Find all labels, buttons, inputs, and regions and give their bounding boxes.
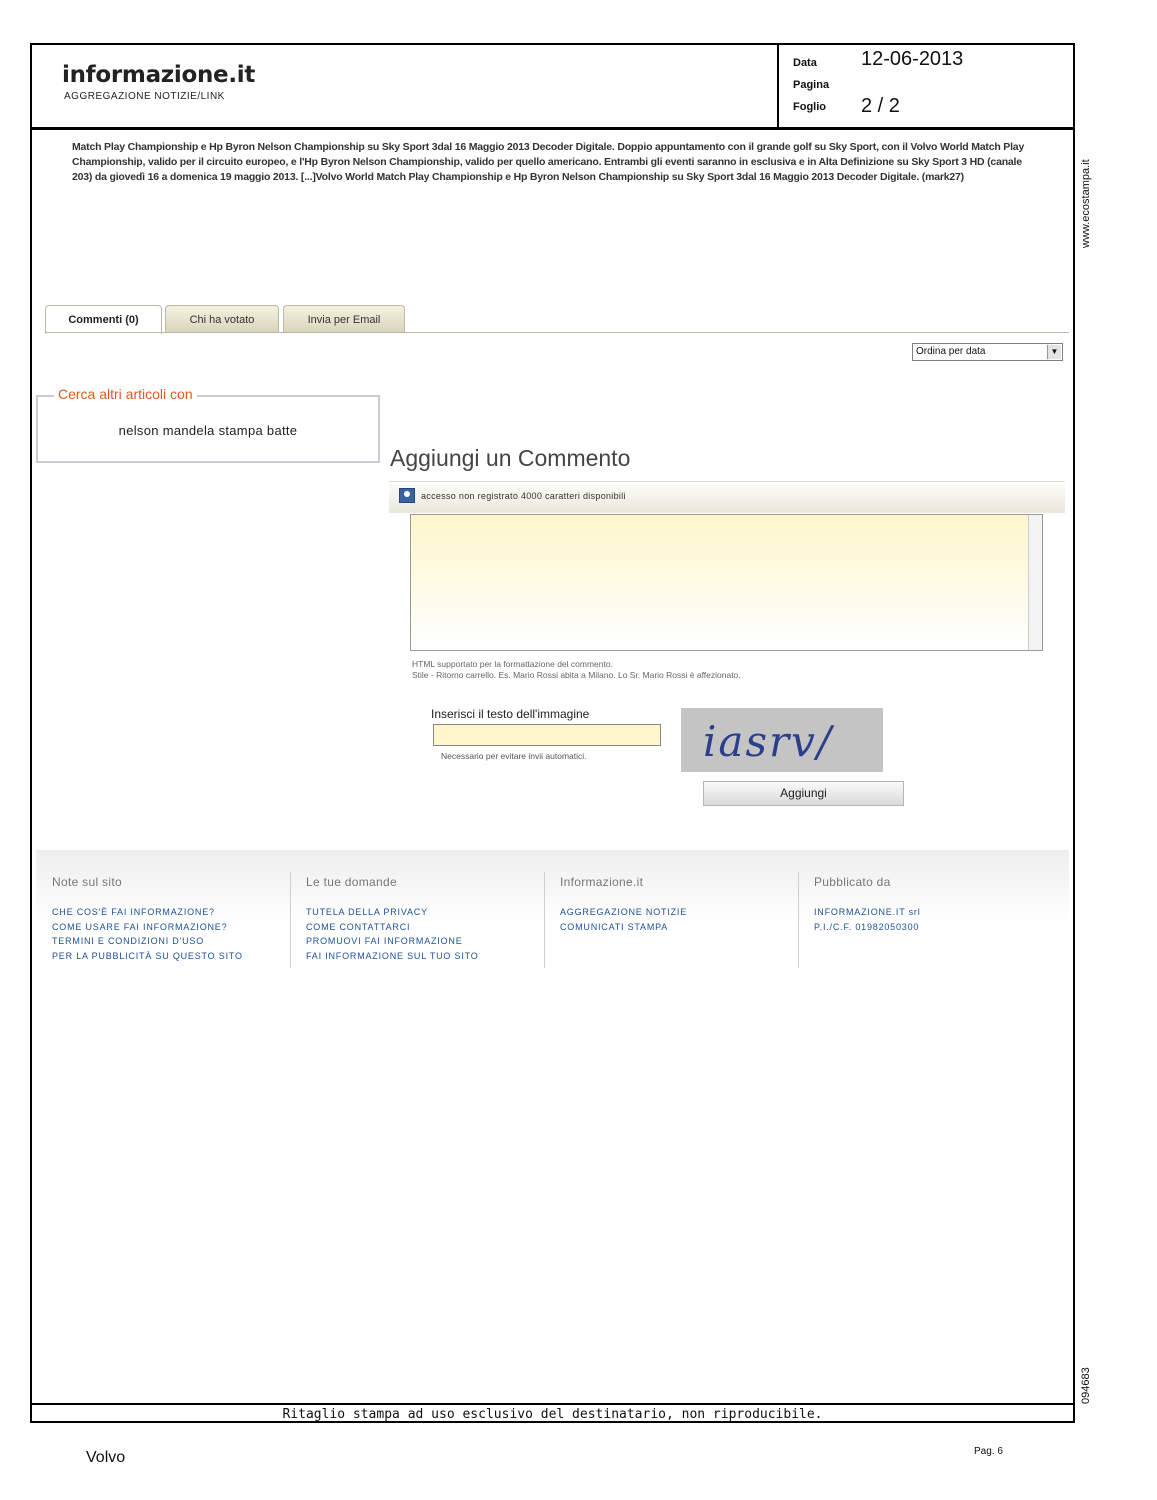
footer-heading: Note sul sito xyxy=(52,875,122,889)
help-line-style: Stile - Ritorno carrello. Es. Mario Rossi abita a Milano. Lo Sr. Mario Rossi è affezionato. xyxy=(412,670,741,680)
pagina-label: Pagina xyxy=(793,79,830,91)
related-search-terms[interactable]: nelson mandela stampa batte xyxy=(118,423,298,438)
footer-link[interactable]: P.I./C.F. 01982050300 xyxy=(814,921,920,932)
add-comment-title: Aggiungi un Commento xyxy=(390,445,631,471)
footer-divider xyxy=(544,872,545,968)
order-select[interactable] xyxy=(912,343,1063,361)
page-number: Pag. 6 xyxy=(974,1446,1003,1457)
press-clipping-header xyxy=(30,43,1075,129)
footer-link[interactable]: COMUNICATI STAMPA xyxy=(560,921,669,932)
captcha-hint: Necessario per evitare invii automatici. xyxy=(441,751,587,761)
side-website-text: www.ecostampa.it xyxy=(1080,159,1092,248)
captcha-label: Inserisci il testo dell'immagine xyxy=(431,707,590,721)
footer-heading: Le tue domande xyxy=(306,875,397,889)
tab-send-email[interactable]: Invia per Email xyxy=(283,305,405,333)
site-footer xyxy=(36,850,1069,970)
brand-label: Volvo xyxy=(86,1449,126,1466)
tab-comments[interactable]: Commenti (0) xyxy=(45,305,162,334)
clipping-meta xyxy=(777,45,1073,127)
textarea-scrollbar[interactable] xyxy=(1028,515,1042,650)
footer-link[interactable]: TUTELA DELLA PRIVACY xyxy=(306,907,428,917)
comment-note: accesso non registrato 4000 caratteri disponibili xyxy=(421,491,626,501)
captcha-input[interactable] xyxy=(433,724,661,746)
foglio-label: Foglio xyxy=(793,101,826,113)
logo-title: informazione.it xyxy=(62,62,256,88)
footer-heading: Pubblicato da xyxy=(814,875,891,889)
related-search-legend: Cerca altri articoli con xyxy=(54,386,197,402)
footer-link[interactable]: INFORMAZIONE.IT srl xyxy=(814,907,921,917)
footer-link[interactable]: FAI INFORMAZIONE SUL TUO SITO xyxy=(306,950,479,961)
data-value: 12-06-2013 xyxy=(861,48,964,70)
related-search-box xyxy=(36,386,380,463)
footer-link[interactable]: CHE COS'È FAI INFORMAZIONE? xyxy=(52,907,215,917)
footer-link[interactable]: COME CONTATTARCI xyxy=(306,921,411,932)
footer-col-questions xyxy=(290,850,544,970)
footer-link[interactable]: PER LA PUBBLICITÀ SU QUESTO SITO xyxy=(52,950,243,961)
order-select-value: Ordina per data xyxy=(916,346,986,357)
footer-divider xyxy=(798,872,799,968)
footer-link[interactable]: COME USARE FAI INFORMAZIONE? xyxy=(52,921,228,932)
side-code-text: 094683 xyxy=(1080,1367,1092,1404)
comment-textarea[interactable] xyxy=(410,514,1043,651)
captcha-text: iasrv/ xyxy=(703,717,833,766)
footer-link[interactable]: TERMINI E CONDIZIONI D'USO xyxy=(52,936,205,946)
footer-link[interactable]: PROMUOVI FAI INFORMAZIONE xyxy=(306,936,463,946)
article-text: Match Play Championship e Hp Byron Nelson Championship su Sky Sport 3dal 16 Maggio 2013 Decoder Digitale. Doppio appuntamento con il grande golf su Sky Sport, con il Volvo World Match Play Championship, valido per il circuito europeo, e l'Hp Byron Nelson Championship, valido per quello americano. Entrambi gli eventi saranno in esclusiva e in Alta Definizione su Sky Sport 3 HD (canale 203) da giovedì 16 a domenica 19 maggio 2013. [...]Volvo World Match Play Championship e Hp Byron Nelson Championship su Sky Sport 3dal 16 Maggio 2013 Decoder Digitale. (mark27) xyxy=(72,141,1025,183)
data-label: Data xyxy=(793,57,817,69)
foglio-value: 2 / 2 xyxy=(861,95,900,117)
captcha-image xyxy=(681,708,883,772)
footer-link[interactable]: AGGREGAZIONE NOTIZIE xyxy=(560,907,688,917)
chevron-down-icon[interactable]: ▼ xyxy=(1047,345,1061,359)
footer-col-notes xyxy=(36,850,290,970)
footer-heading: Informazione.it xyxy=(560,875,644,889)
user-icon xyxy=(399,488,415,503)
comment-bar xyxy=(389,481,1065,513)
footer-col-publisher xyxy=(798,850,1052,970)
captcha-image-text xyxy=(681,708,883,772)
logo xyxy=(32,45,777,127)
logo-subtitle: AGGREGAZIONE NOTIZIE/LINK xyxy=(64,91,225,102)
tab-divider xyxy=(45,332,1069,333)
footer-divider xyxy=(290,872,291,968)
tab-who-voted[interactable]: Chi ha votato xyxy=(165,305,279,333)
add-comment-button[interactable]: Aggiungi xyxy=(703,781,904,806)
clipping-disclaimer: Ritaglio stampa ad uso esclusivo del destinatario, non riproducibile. xyxy=(30,1403,1075,1423)
footer-col-informazione xyxy=(544,850,798,970)
help-line-html: HTML supportato per la formattazione del commento. xyxy=(412,659,613,669)
